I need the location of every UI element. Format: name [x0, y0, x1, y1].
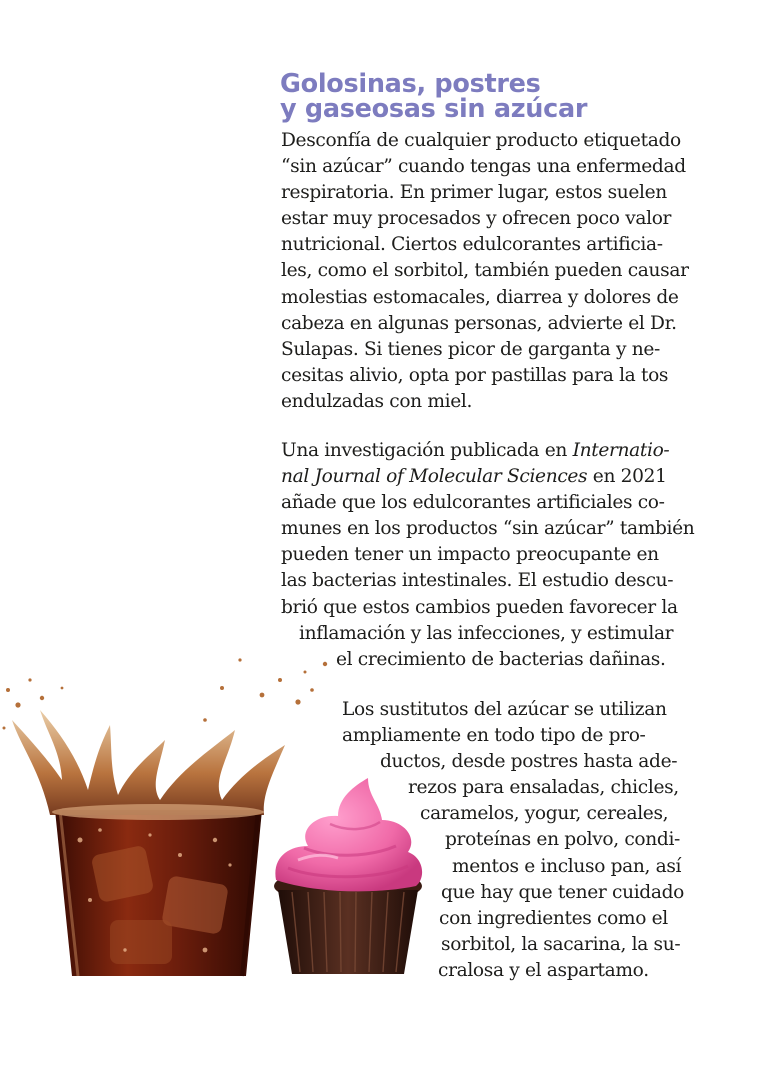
text-line: cralosa y el aspartamo.: [438, 959, 649, 981]
title-line-2: y gaseosas sin azúcar: [280, 94, 588, 124]
article-title: [280, 69, 760, 124]
text-line: rezos para ensaladas, chicles,: [408, 777, 679, 799]
text-line: caramelos, yogur, cereales,: [420, 803, 669, 825]
text-segment: Una investigación publicada en: [281, 440, 573, 461]
text-line: inflamación y las infecciones, y estimular: [299, 622, 674, 644]
paragraph-2: [281, 438, 694, 673]
text-line: [281, 438, 694, 464]
text-line: sorbitol, la sacarina, la su-: [441, 933, 681, 955]
text-segment: en 2021: [587, 466, 667, 488]
text-line: ampliamente en todo tipo de pro-: [342, 725, 646, 747]
journal-name: Internatio-: [572, 440, 670, 461]
text-line: respiratoria. En primer lugar, estos suelen: [281, 182, 667, 204]
text-line: mentos e incluso pan, así: [452, 855, 682, 877]
text-line: cesitas alivio, opta por pastillas para la tos: [281, 364, 669, 386]
text-line: ductos, desde postres hasta ade-: [380, 751, 678, 773]
text-line: nutricional. Ciertos edulcorantes artificia-: [281, 234, 663, 256]
text-line: pueden tener un impacto preocupante en: [281, 544, 659, 566]
text-line: Desconfía de cualquier producto etiquetado: [281, 130, 681, 151]
text-line: Los sustitutos del azúcar se utilizan: [342, 699, 667, 720]
text-line: endulzadas con miel.: [281, 390, 473, 412]
text-line: molestias estomacales, diarrea y dolores de: [281, 286, 679, 308]
text-line: proteínas en polvo, condi-: [445, 829, 680, 851]
paragraph-1: [281, 128, 689, 415]
text-line: munes en los productos “sin azúcar” también: [281, 518, 695, 540]
text-line: con ingredientes como el: [439, 907, 668, 929]
text-line: las bacterias intestinales. El estudio descu-: [281, 570, 674, 592]
text-line: que hay que tener cuidado: [441, 881, 684, 903]
text-line: les, como el sorbitol, también pueden causar: [281, 260, 689, 282]
pink-cupcake-icon: [268, 768, 428, 980]
text-line: estar muy procesados y ofrecen poco valor: [281, 208, 672, 230]
title-line-1: Golosinas, postres: [280, 69, 541, 99]
text-line: “sin azúcar” cuando tengas una enfermedad: [281, 156, 686, 178]
text-line: cabeza en algunas personas, advierte el Dr.: [281, 312, 677, 334]
text-line: el crecimiento de bacterias dañinas.: [336, 648, 666, 670]
text-line: [281, 464, 694, 490]
text-line: brió que estos cambios pueden favorecer la: [281, 596, 678, 618]
text-line: Sulapas. Si tienes picor de garganta y ne-: [281, 338, 660, 360]
journal-name: nal Journal of Molecular Sciences: [281, 466, 588, 488]
text-line: añade que los edulcorantes artificiales co-: [281, 492, 665, 514]
